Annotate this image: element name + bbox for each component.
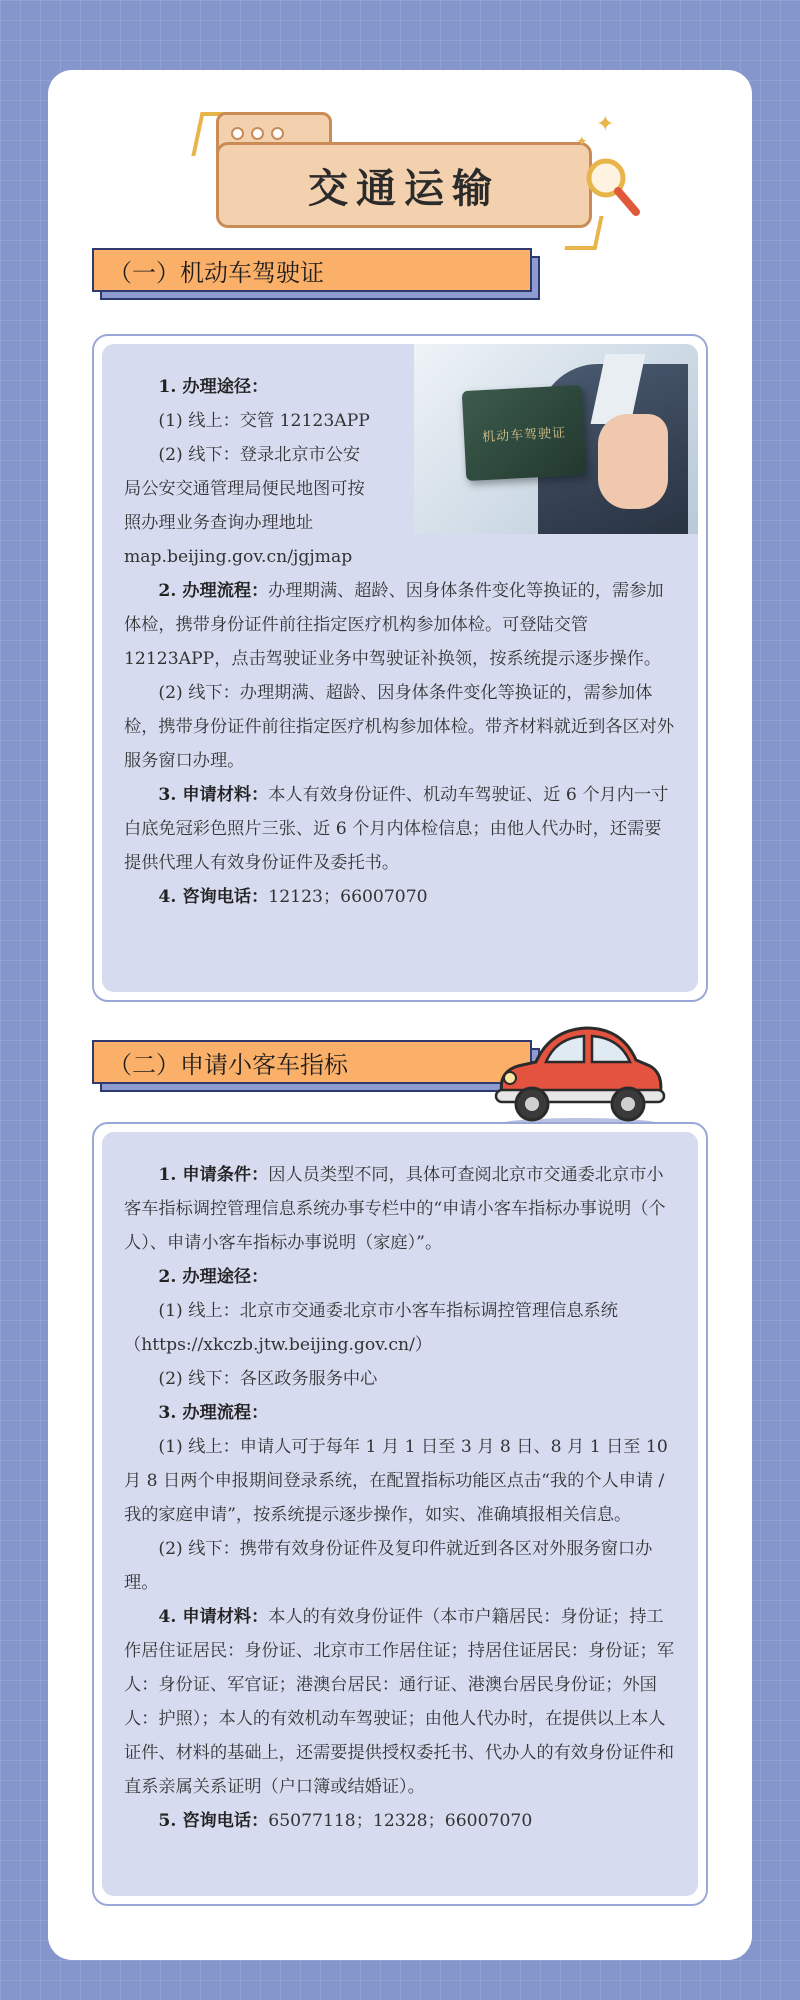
dot-icon xyxy=(251,127,264,140)
booklet-label: 机动车驾驶证 xyxy=(481,425,567,445)
magnifier-icon xyxy=(582,152,642,222)
route-online: (1) 线上：交管 12123APP xyxy=(158,411,370,431)
process-text: 办理期满、超龄、因身体条件变化等换证的，需参加体检，携带身份证件前往指定医疗机构参加体检。可登陆交管 12123APP，点击驾驶证业务中驾驶证补换领，按系统提示逐步操作。 xyxy=(124,581,664,669)
sparkle-icon: ✦ xyxy=(596,112,615,137)
route-offline-line2: 局公安交通管理局便民地图可按 xyxy=(124,479,365,499)
section-heading: （一）机动车驾驶证 xyxy=(92,248,532,292)
condition-label: 1. 申请条件： xyxy=(158,1165,269,1185)
materials-text: 本人有效身份证件、机动车驾驶证、近 6 个月内一寸白底免冠彩色照片三张、近 6 个月内体检信息；由他人代办时，还需要提供代理人有效身份证件及委托书。 xyxy=(124,785,669,873)
route-label: 2. 办理途径： xyxy=(158,1267,269,1287)
dot-icon xyxy=(231,127,244,140)
section-heading: （二）申请小客车指标 xyxy=(92,1040,532,1084)
process-label: 3. 办理流程： xyxy=(158,1403,269,1423)
route-offline: (2) 线下：各区政务服务中心 xyxy=(158,1369,378,1389)
materials-label: 4. 申请材料： xyxy=(158,1607,269,1627)
materials-text: 本人的有效身份证件（本市户籍居民：身份证；持工作居住证居民：身份证、北京市工作居住证；持居住证居民：身份证；军人：身份证、军官证；港澳台居民：通行证、港澳台居民身份证；外国人：护照）；本人的有效机动车驾驶证；由他人代办时，在提供以上本人证件、材料的基础上，还需要提供授权委托书、代办人的有效身份证件和直系亲属关系证明（户口簿或结婚证）。 xyxy=(124,1607,675,1797)
route-offline-line3: 照办理业务查询办理地址 xyxy=(124,513,314,533)
panel-car-quota xyxy=(92,1122,708,1906)
car-quota-content xyxy=(124,1158,676,1838)
route-offline-line1: (2) 线下：登录北京市公安 xyxy=(158,445,361,465)
route-offline-line4: map.beijing.gov.cn/jgjmap xyxy=(124,547,353,567)
page-title: 交通运输 xyxy=(308,165,500,212)
content-card xyxy=(48,70,752,1960)
route-label: 1. 办理途径： xyxy=(158,377,269,397)
panel-license xyxy=(92,334,708,1002)
materials-label: 3. 申请材料： xyxy=(158,785,269,805)
license-content xyxy=(124,370,676,914)
corner-decoration xyxy=(564,216,603,250)
process-online: (1) 线上：申请人可于每年 1 月 1 日至 3 月 8 日、8 月 1 日至 10 月 8 日两个申报期间登录系统，在配置指标功能区点击“我的个人申请 / 我的家庭申请”，按系统提示逐步操作，如实、准确填报相关信息。 xyxy=(124,1437,668,1525)
process-offline: (2) 线下：携带有效身份证件及复印件就近到各区对外服务窗口办理。 xyxy=(124,1539,653,1593)
process-offline: (2) 线下：办理期满、超龄、因身体条件变化等换证的，需参加体检，携带身份证件前往指定医疗机构参加体检。带齐材料就近到各区对外服务窗口办理。 xyxy=(124,683,675,771)
section-header-license xyxy=(92,248,532,292)
process-label: 2. 办理流程： xyxy=(158,581,269,601)
car-icon xyxy=(488,1016,668,1132)
phone-label: 5. 咨询电话： xyxy=(158,1811,269,1831)
dot-icon xyxy=(271,127,284,140)
route-online: (1) 线上：北京市交通委北京市小客车指标调控管理信息系统（https://xkczb.jtw.beijing.gov.cn/） xyxy=(124,1301,618,1355)
title-box xyxy=(216,142,592,228)
sparkle-icon: ✦ xyxy=(576,134,588,150)
phone-text: 12123；66007070 xyxy=(268,887,428,907)
title-badge xyxy=(196,112,615,252)
phone-text: 65077118；12328；66007070 xyxy=(268,1811,533,1831)
section-header-car-quota xyxy=(92,1040,532,1084)
condition-text: 因人员类型不同，具体可查阅北京市交通委北京市小客车指标调控管理信息系统办事专栏中的“申请小客车指标办事说明（个人）、申请小客车指标办事说明（家庭）”。 xyxy=(124,1165,666,1253)
phone-label: 4. 咨询电话： xyxy=(158,887,269,907)
